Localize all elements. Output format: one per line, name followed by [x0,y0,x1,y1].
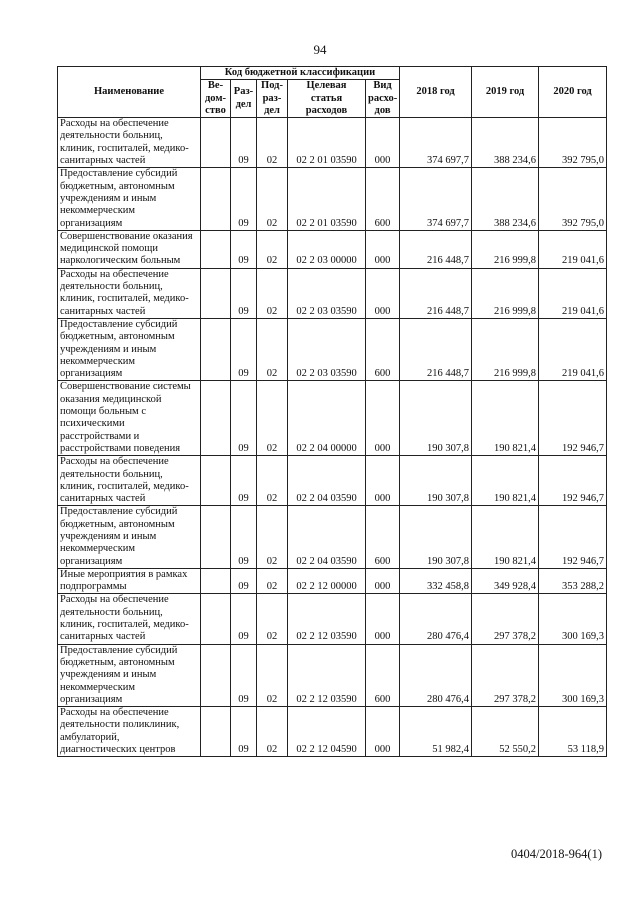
cell-vid-rashodov: 600 [366,506,400,568]
cell-2020: 300 169,3 [539,644,607,706]
cell-vedomstvo [201,118,231,168]
cell-podrazdel: 02 [257,568,288,594]
cell-podrazdel: 02 [257,707,288,757]
cell-vedomstvo [201,506,231,568]
cell-name: Совершенствование системы оказания медицинской помощи больным с психическими расстройствами и расстройствами поведения [58,381,201,456]
cell-podrazdel: 02 [257,318,288,380]
header-2019: 2019 год [472,67,539,118]
cell-vid-rashodov: 000 [366,230,400,268]
cell-razdel: 09 [231,568,257,594]
cell-vid-rashodov: 000 [366,381,400,456]
table-row [58,707,607,757]
cell-name: Расходы на обеспечение деятельности больниц, клиник, госпиталей, медико-санитарных частей [58,268,201,318]
cell-tselevaya-statya: 02 2 04 00000 [288,381,366,456]
cell-vid-rashodov: 600 [366,168,400,230]
cell-2018: 190 307,8 [400,456,472,506]
header-podrazdel: Под- раз- дел [257,80,288,118]
cell-razdel: 09 [231,644,257,706]
cell-vedomstvo [201,230,231,268]
cell-2018: 374 697,7 [400,118,472,168]
cell-razdel: 09 [231,594,257,644]
cell-tselevaya-statya: 02 2 12 03590 [288,594,366,644]
cell-podrazdel: 02 [257,268,288,318]
cell-name: Предоставление субсидий бюджетным, автономным учреждениям и иным некоммерческим организациям [58,644,201,706]
table-row [58,644,607,706]
cell-2019: 388 234,6 [472,168,539,230]
cell-2018: 216 448,7 [400,230,472,268]
cell-name: Совершенствование оказания медицинской помощи наркологическим больным [58,230,201,268]
cell-2019: 297 378,2 [472,594,539,644]
cell-2019: 216 999,8 [472,230,539,268]
header-vedomstvo: Ве- дом- ство [201,80,231,118]
table-row [58,381,607,456]
cell-podrazdel: 02 [257,230,288,268]
cell-2018: 332 458,8 [400,568,472,594]
cell-tselevaya-statya: 02 2 12 03590 [288,644,366,706]
cell-2019: 190 821,4 [472,456,539,506]
cell-vid-rashodov: 600 [366,318,400,380]
cell-vid-rashodov: 000 [366,118,400,168]
header-name: Наименование [58,67,201,118]
table-row [58,168,607,230]
cell-2019: 216 999,8 [472,318,539,380]
cell-2020: 192 946,7 [539,381,607,456]
cell-2019: 349 928,4 [472,568,539,594]
cell-tselevaya-statya: 02 2 12 04590 [288,707,366,757]
header-budget-classification: Код бюджетной классификации [201,67,400,80]
cell-razdel: 09 [231,118,257,168]
cell-razdel: 09 [231,381,257,456]
cell-2020: 392 795,0 [539,118,607,168]
cell-2020: 392 795,0 [539,168,607,230]
cell-razdel: 09 [231,168,257,230]
cell-vid-rashodov: 600 [366,644,400,706]
cell-2020: 353 288,2 [539,568,607,594]
cell-tselevaya-statya: 02 2 01 03590 [288,118,366,168]
cell-2018: 280 476,4 [400,644,472,706]
cell-vid-rashodov: 000 [366,594,400,644]
cell-2020: 219 041,6 [539,318,607,380]
cell-razdel: 09 [231,707,257,757]
budget-table [57,66,607,757]
cell-vedomstvo [201,707,231,757]
cell-2020: 53 118,9 [539,707,607,757]
header-2020: 2020 год [539,67,607,118]
cell-2020: 219 041,6 [539,230,607,268]
cell-2020: 192 946,7 [539,456,607,506]
cell-2018: 374 697,7 [400,168,472,230]
cell-razdel: 09 [231,506,257,568]
cell-vid-rashodov: 000 [366,268,400,318]
cell-vid-rashodov: 000 [366,707,400,757]
cell-tselevaya-statya: 02 2 04 03590 [288,506,366,568]
cell-vedomstvo [201,318,231,380]
cell-vedomstvo [201,381,231,456]
cell-name: Предоставление субсидий бюджетным, автономным учреждениям и иным некоммерческим организациям [58,506,201,568]
cell-vedomstvo [201,644,231,706]
cell-2018: 190 307,8 [400,506,472,568]
cell-2019: 190 821,4 [472,381,539,456]
table-row [58,230,607,268]
cell-name: Расходы на обеспечение деятельности больниц, клиник, госпиталей, медико-санитарных частей [58,594,201,644]
cell-razdel: 09 [231,456,257,506]
table-row [58,568,607,594]
cell-name: Иные мероприятия в рамках подпрограммы [58,568,201,594]
cell-tselevaya-statya: 02 2 03 03590 [288,268,366,318]
cell-vedomstvo [201,456,231,506]
cell-2018: 51 982,4 [400,707,472,757]
cell-2020: 219 041,6 [539,268,607,318]
document-code: 0404/2018-964(1) [511,847,602,861]
cell-2020: 192 946,7 [539,506,607,568]
cell-podrazdel: 02 [257,168,288,230]
cell-name: Расходы на обеспечение деятельности больниц, клиник, госпиталей, медико-санитарных частей [58,456,201,506]
cell-tselevaya-statya: 02 2 12 00000 [288,568,366,594]
cell-2020: 300 169,3 [539,594,607,644]
cell-tselevaya-statya: 02 2 03 00000 [288,230,366,268]
cell-tselevaya-statya: 02 2 03 03590 [288,318,366,380]
header-2018: 2018 год [400,67,472,118]
cell-vedomstvo [201,168,231,230]
header-vid-rashodov: Вид расхо- дов [366,80,400,118]
cell-vedomstvo [201,568,231,594]
cell-2019: 297 378,2 [472,644,539,706]
table-row [58,456,607,506]
cell-vid-rashodov: 000 [366,568,400,594]
cell-2019: 190 821,4 [472,506,539,568]
cell-2019: 388 234,6 [472,118,539,168]
cell-2019: 216 999,8 [472,268,539,318]
cell-2018: 280 476,4 [400,594,472,644]
cell-podrazdel: 02 [257,118,288,168]
cell-2018: 216 448,7 [400,318,472,380]
cell-podrazdel: 02 [257,506,288,568]
cell-2018: 216 448,7 [400,268,472,318]
table-row [58,268,607,318]
cell-podrazdel: 02 [257,644,288,706]
cell-2019: 52 550,2 [472,707,539,757]
cell-podrazdel: 02 [257,456,288,506]
header-tselevaya-statya: Целевая статья расходов [288,80,366,118]
cell-podrazdel: 02 [257,594,288,644]
cell-vedomstvo [201,268,231,318]
page-number: 94 [313,42,327,57]
table-row [58,118,607,168]
cell-razdel: 09 [231,318,257,380]
cell-podrazdel: 02 [257,381,288,456]
cell-name: Расходы на обеспечение деятельности больниц, клиник, госпиталей, медико-санитарных частей [58,118,201,168]
table-row [58,318,607,380]
cell-tselevaya-statya: 02 2 04 03590 [288,456,366,506]
cell-name: Предоставление субсидий бюджетным, автономным учреждениям и иным некоммерческим организациям [58,168,201,230]
cell-vedomstvo [201,594,231,644]
table-row [58,594,607,644]
cell-2018: 190 307,8 [400,381,472,456]
cell-vid-rashodov: 000 [366,456,400,506]
cell-tselevaya-statya: 02 2 01 03590 [288,168,366,230]
cell-razdel: 09 [231,268,257,318]
cell-name: Предоставление субсидий бюджетным, автономным учреждениям и иным некоммерческим организациям [58,318,201,380]
table-row [58,506,607,568]
cell-name: Расходы на обеспечение деятельности поликлиник, амбулаторий, диагностических центров [58,707,201,757]
cell-razdel: 09 [231,230,257,268]
header-razdel: Раз- дел [231,80,257,118]
